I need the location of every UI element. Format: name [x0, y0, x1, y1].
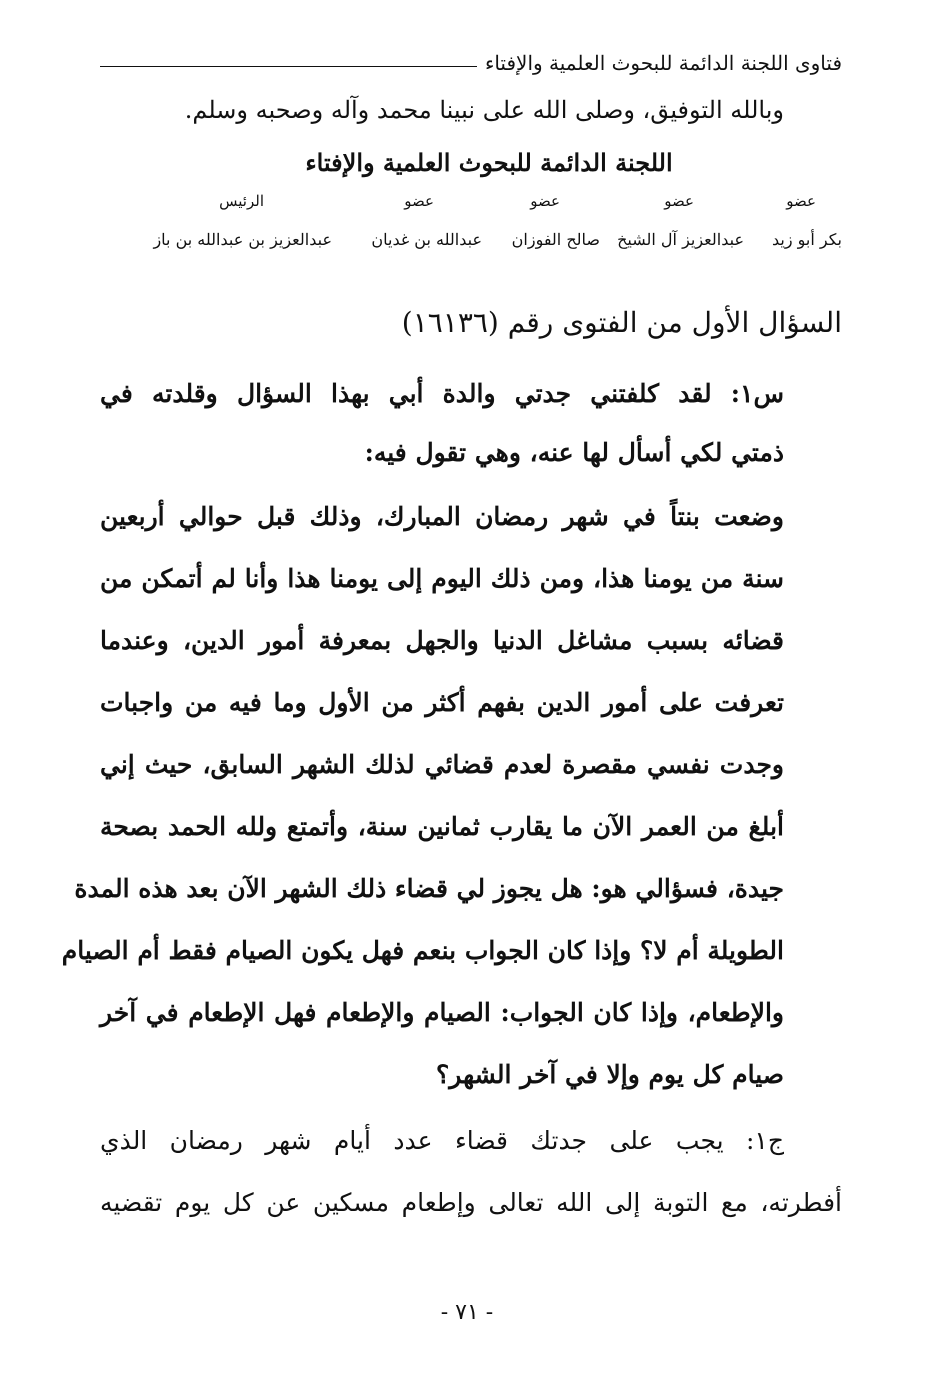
answer-line: أفطرته، مع التوبة إلى الله تعالى وإطعام مسكين عن كل يوم تقضيه: [100, 1188, 842, 1217]
signatory-name: عبدالعزيز بن عبدالله بن باز: [153, 230, 332, 249]
signatory-role: عضو: [786, 192, 816, 210]
signatory-role: الرئيس: [219, 192, 264, 210]
question-line: ذمتي لكي أسأل لها عنه، وهي تقول فيه:: [364, 438, 784, 467]
signatory-roles: [100, 192, 842, 218]
question-line: تعرفت على أمور الدين بفهم أكثر من الأول وما فيه من واجبات: [100, 688, 784, 717]
signatory-name: بكر أبو زيد: [771, 230, 842, 249]
committee-name: اللجنة الدائمة للبحوث العلمية والإفتاء: [305, 148, 673, 177]
question-line: وجدت نفسي مقصرة لعدم قضائي لذلك الشهر السابق، حيث إني: [100, 750, 784, 779]
signatory-names: [100, 230, 842, 256]
page-number: - ٧١ -: [440, 1300, 494, 1325]
signatory-name: عبدالله بن غديان: [371, 230, 482, 249]
running-header: [100, 48, 842, 78]
closing-formula: وبالله التوفيق، وصلى الله على نبينا محمد وآله وصحبه وسلم.: [184, 96, 784, 124]
header-rule: [100, 66, 477, 67]
question-line: سنة من يومنا هذا، ومن ذلك اليوم إلى يومنا هذا وأنا لم أتمكن من: [100, 564, 784, 593]
question-line: والإطعام، وإذا كان الجواب: الصيام والإطعام فهل الإطعام في آخر: [100, 998, 784, 1027]
question-line: س١: لقد كلفتني جدتي والدة أبي بهذا السؤال وقلدته في: [100, 379, 784, 408]
signatory-role: عضو: [404, 192, 434, 210]
running-header-title: فتاوى اللجنة الدائمة للبحوث العلمية والإفتاء: [484, 51, 842, 75]
question-line: وضعت بنتاً في شهر رمضان المبارك، وذلك قبل حوالي أربعين: [100, 502, 784, 531]
signatory-name: صالح الفوزان: [511, 230, 600, 249]
question-line: صيام كل يوم وإلا في آخر الشهر؟: [436, 1060, 784, 1089]
fatwa-title: السؤال الأول من الفتوى رقم (١٦١٣٦): [401, 306, 842, 339]
answer-line: ج١: يجب على جدتك قضاء عدد أيام شهر رمضان الذي: [100, 1126, 784, 1155]
question-line: أبلغ من العمر الآن ما يقارب ثمانين سنة، وأتمتع ولله الحمد بصحة: [100, 812, 784, 841]
question-line: قضائه بسبب مشاغل الدنيا والجهل بمعرفة أمور الدين، وعندما: [100, 626, 784, 655]
signatory-role: عضو: [530, 192, 560, 210]
question-line: جيدة، فسؤالي هو: هل يجوز لي قضاء ذلك الشهر الآن بعد هذه المدة: [74, 874, 784, 903]
signatory-name: عبدالعزيز آل الشيخ: [617, 230, 744, 249]
question-line: الطويلة أم لا؟ وإذا كان الجواب بنعم فهل يكون الصيام فقط أم الصيام: [61, 936, 784, 965]
signatory-role: عضو: [664, 192, 694, 210]
